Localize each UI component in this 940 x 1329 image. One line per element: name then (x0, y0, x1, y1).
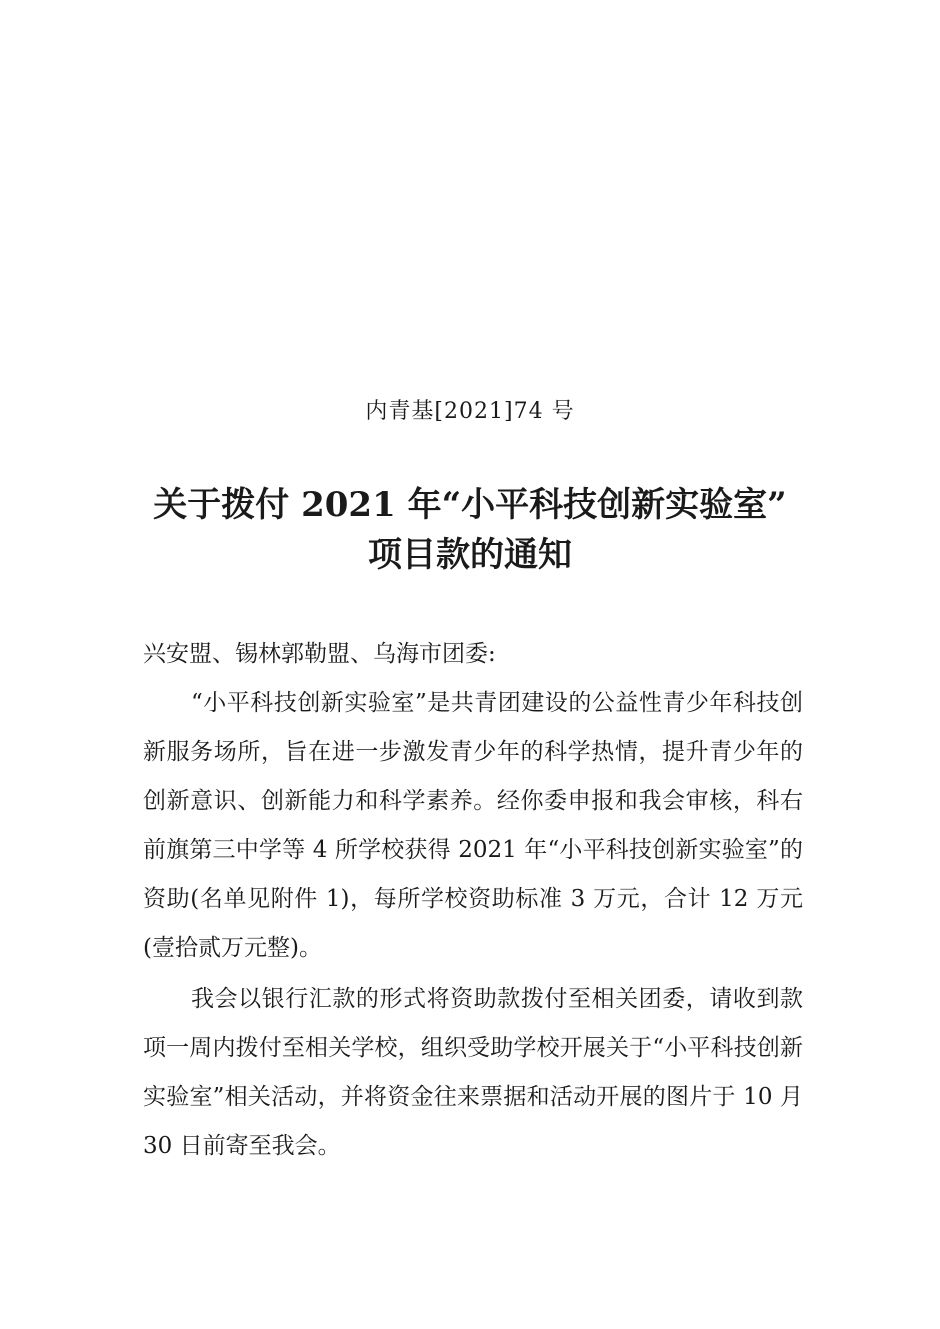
paragraph-2: 我会以银行汇款的形式将资助款拨付至相关团委，请收到款项一周内拨付至相关学校，组织受助学校开展关于“小平科技创新实验室”相关活动，并将资金往来票据和活动开展的图片于 10 月 30 日前寄至我会。 (143, 986, 803, 1159)
paragraph-1: “小平科技创新实验室”是共青团建设的公益性青少年科技创新服务场所，旨在进一步激发青少年的科学热情，提升青少年的创新意识、创新能力和科学素养。经你委申报和我会审核，科右前旗第三中学等 4 所学校获得 2021 年“小平科技创新实验室”的资助(名单见附件 1)，每所学校资助标准 3 万元，合计 12 万元(壹拾贰万元整)。 (143, 690, 803, 961)
salutation: 兴安盟、锡林郭勒盟、乌海市团委: (143, 641, 496, 667)
title-line-2: 项目款的通知 (368, 535, 572, 575)
document-body (143, 630, 803, 1171)
title-line-1: 关于拨付 2021 年“小平科技创新实验室” (153, 485, 787, 525)
document-title (0, 480, 940, 580)
document-number: 内青基[2021]74 号 (365, 399, 575, 424)
